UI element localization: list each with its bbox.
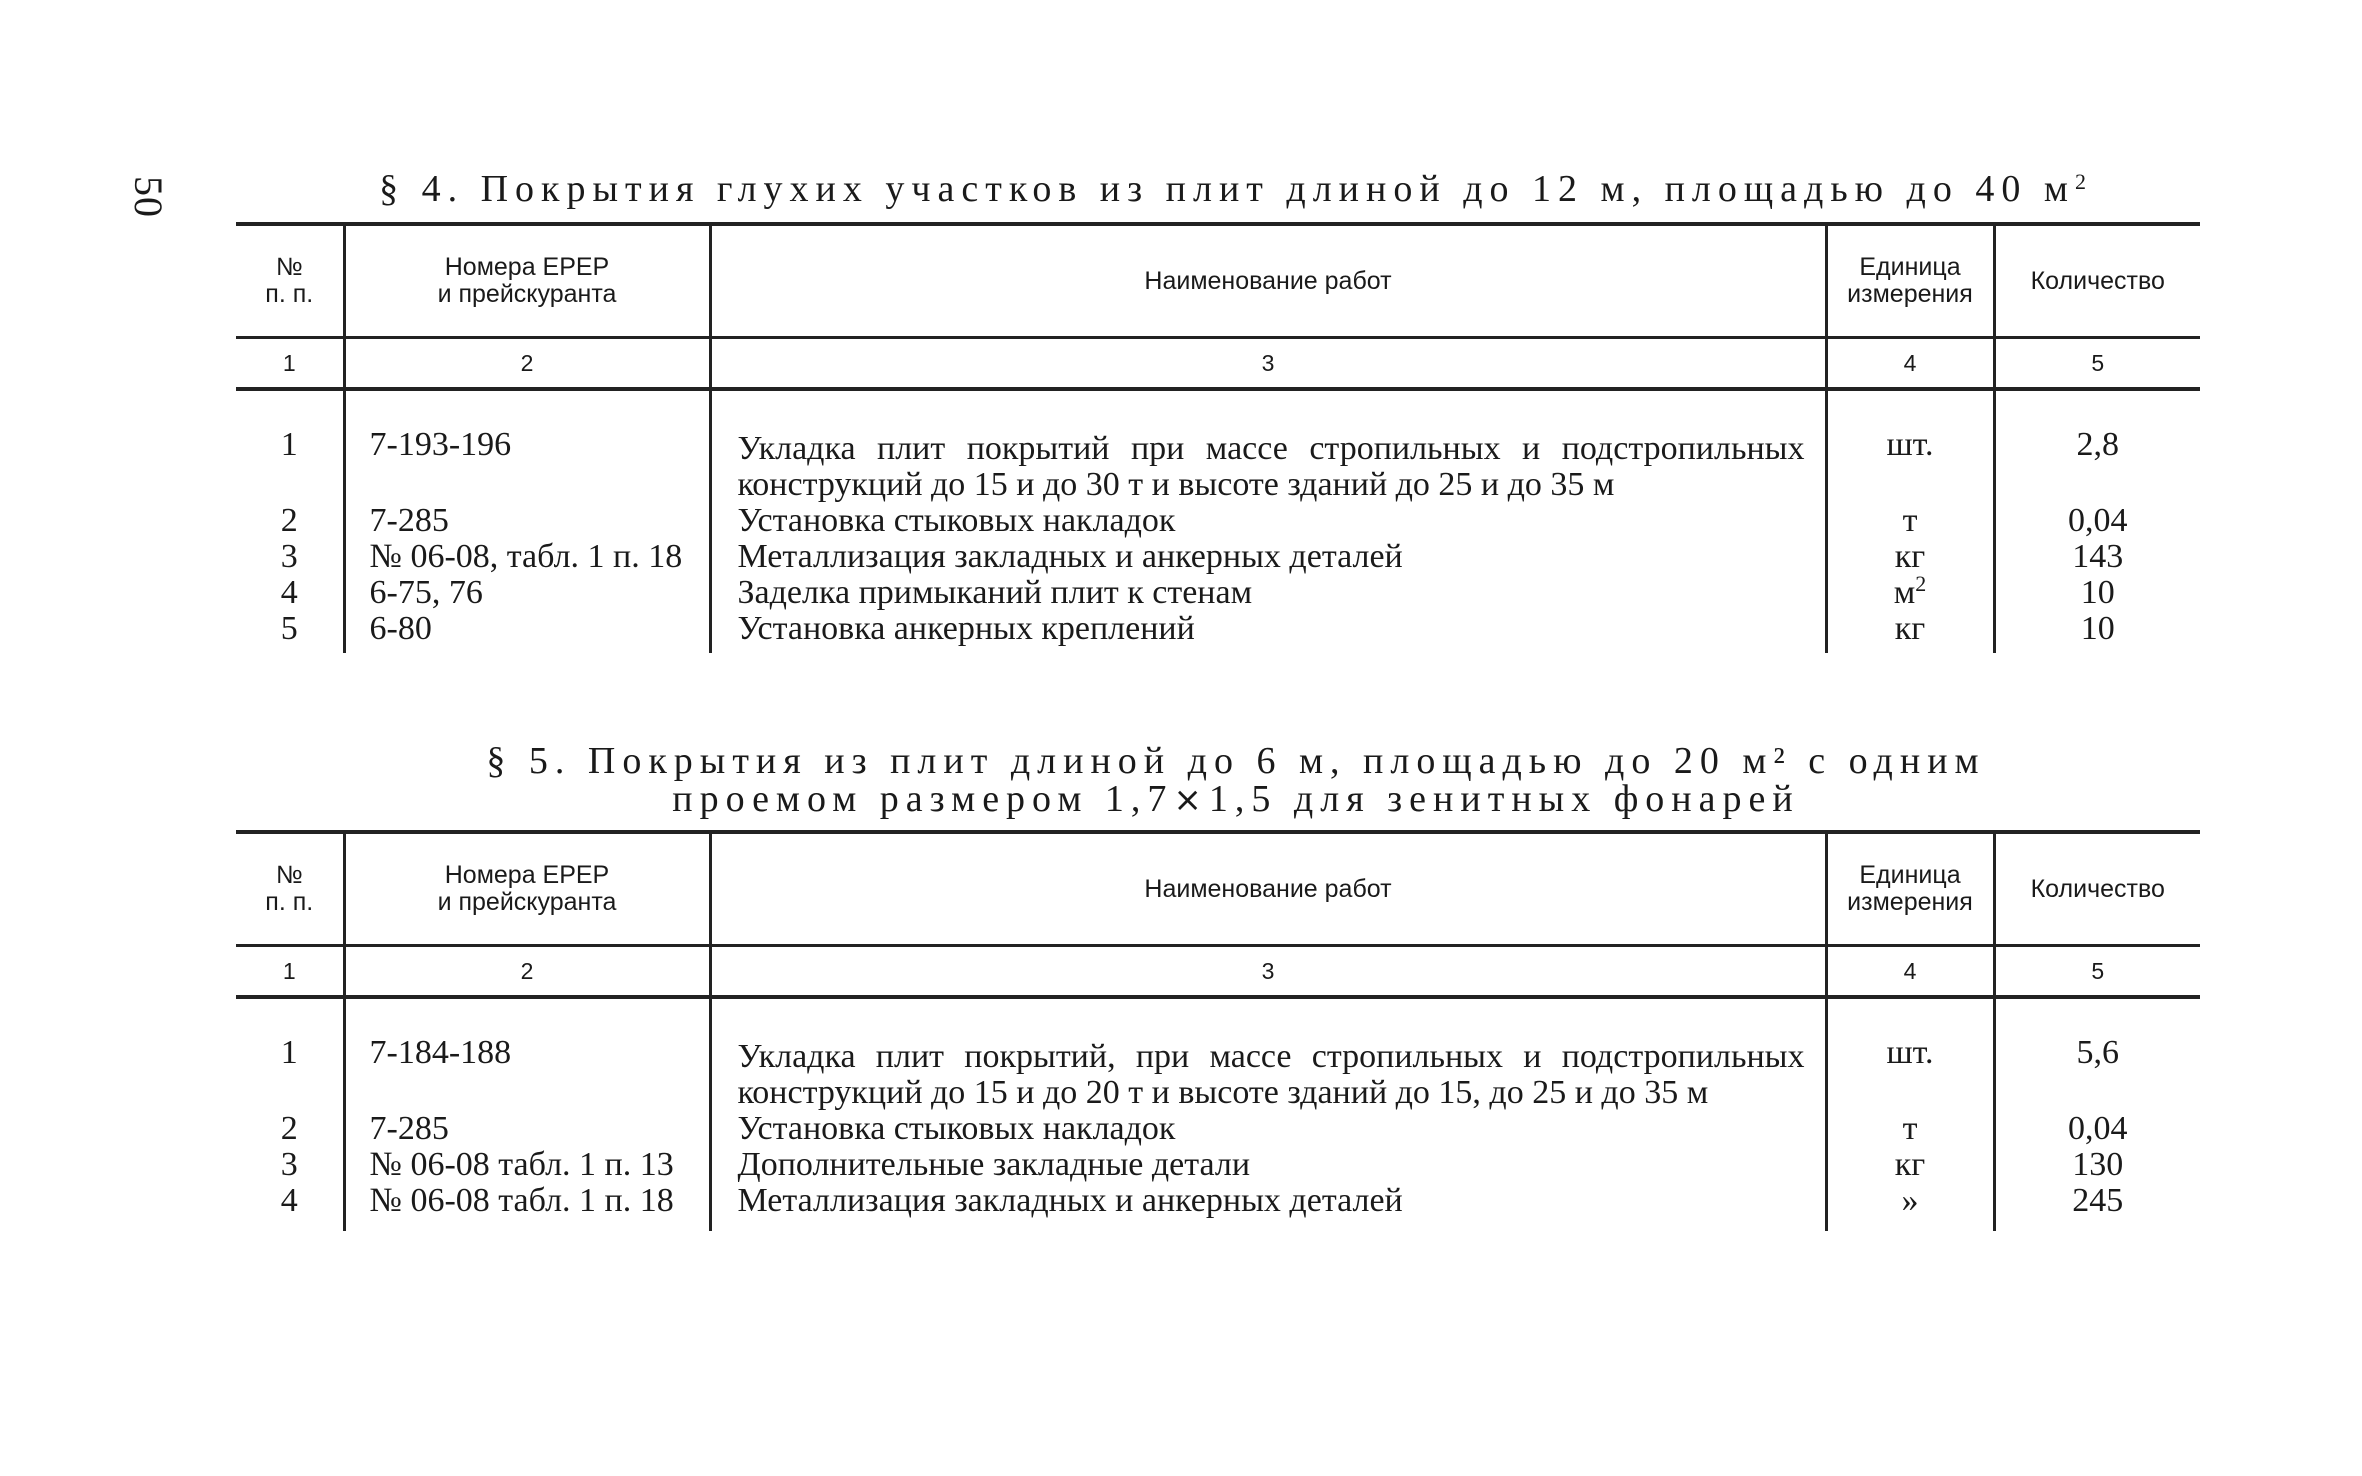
row-number: 1 [280, 426, 298, 463]
column-number: 4 [1826, 946, 1994, 998]
row-code: 7-184-188 [344, 997, 710, 1111]
row-quantity: 5,6 [1994, 997, 2200, 1111]
column-number: 3 [710, 946, 1826, 998]
header-quantity: Количество [1994, 224, 2200, 338]
row-number: 3 [280, 1146, 298, 1183]
table-row [236, 389, 2200, 503]
row-code: № 06-08 табл. 1 п. 18 [344, 1183, 710, 1231]
row-number: 2 [280, 1110, 298, 1147]
row-quantity: 245 [1994, 1183, 2200, 1231]
table-header-row [236, 224, 2200, 338]
table-row [236, 997, 2200, 1111]
section-5-title-part-a: проемом размером 1,7 [672, 778, 1174, 820]
row-work: Металлизация закладных и анкерных деталей [710, 539, 1826, 575]
header-code: Номера ЕРЕР и прейскуранта [344, 832, 710, 946]
section-5-title-line-2 [236, 780, 2236, 819]
column-number: 5 [1994, 338, 2200, 390]
row-work: Укладка плит покрытий при массе стропильных и подстропильных конструкций до 15 и до 30 т и высоте зданий до 25 и до 35 м [710, 389, 1826, 503]
section-5-table [236, 830, 2200, 1231]
header-work-name: Наименование работ [710, 832, 1826, 946]
section-4-title-prefix: § 4. [379, 168, 481, 210]
header-quantity: Количество [1994, 832, 2200, 946]
section-4-title-text: Покрытия глухих участков из плит длиной до 12 м, площадью до 40 м [480, 168, 2075, 210]
column-number: 2 [344, 946, 710, 998]
column-number-row [236, 946, 2200, 998]
table-header-row [236, 832, 2200, 946]
row-unit: шт. [1826, 997, 1994, 1111]
header-work-name: Наименование работ [710, 224, 1826, 338]
row-number: 3 [280, 538, 298, 575]
row-unit: т [1826, 1111, 1994, 1147]
row-work: Заделка примыканий плит к стенам [710, 575, 1826, 611]
table-row [236, 539, 2200, 575]
row-number: 5 [280, 610, 298, 647]
table-row [236, 1147, 2200, 1183]
row-number: 2 [280, 502, 298, 539]
row-work: Металлизация закладных и анкерных деталей [710, 1183, 1826, 1231]
row-code: 6-80 [344, 611, 710, 653]
row-unit: кг [1826, 539, 1994, 575]
header-code: Номера ЕРЕР и прейскуранта [344, 224, 710, 338]
row-unit: т [1826, 503, 1994, 539]
column-number: 1 [236, 946, 344, 998]
row-quantity: 143 [1994, 539, 2200, 575]
header-unit: Единица измерения [1826, 224, 1994, 338]
row-code: 6-75, 76 [344, 575, 710, 611]
row-work: Укладка плит покрытий, при массе стропильных и подстропильных конструкций до 15 и до 20 т и высоте зданий до 15, до 25 и до 35 м [710, 997, 1826, 1111]
table-row [236, 575, 2200, 611]
section-5-title-part-b: 1,5 для зенитных фонарей [1208, 778, 1800, 820]
table-row [236, 1183, 2200, 1231]
page-number: 50 [126, 176, 171, 218]
row-number: 4 [280, 574, 298, 611]
row-quantity: 0,04 [1994, 1111, 2200, 1147]
row-work: Установка анкерных креплений [710, 611, 1826, 653]
row-number: 4 [280, 1182, 298, 1219]
table-row [236, 1111, 2200, 1147]
row-unit: кг [1826, 611, 1994, 653]
header-unit: Единица измерения [1826, 832, 1994, 946]
row-unit: кг [1826, 1147, 1994, 1183]
row-quantity: 10 [1994, 575, 2200, 611]
row-quantity: 10 [1994, 611, 2200, 653]
row-code: № 06-08 табл. 1 п. 13 [344, 1147, 710, 1183]
table-row [236, 503, 2200, 539]
header-number: № п. п. [236, 224, 344, 338]
header-number: № п. п. [236, 832, 344, 946]
column-number: 2 [344, 338, 710, 390]
section-5-title [236, 742, 2236, 819]
table-row [236, 611, 2200, 653]
row-work: Установка стыковых накладок [710, 1111, 1826, 1147]
row-unit-sup: 2 [1915, 571, 1927, 596]
row-unit-text: м [1893, 574, 1916, 611]
row-work: Дополнительные закладные детали [710, 1147, 1826, 1183]
column-number-row [236, 338, 2200, 390]
column-number: 5 [1994, 946, 2200, 998]
row-quantity: 2,8 [1994, 389, 2200, 503]
section-4-table [236, 222, 2200, 653]
section-4-title-sup: 2 [2074, 169, 2093, 194]
column-number: 4 [1826, 338, 1994, 390]
row-quantity: 0,04 [1994, 503, 2200, 539]
section-5-title-line-1: § 5. Покрытия из плит длиной до 6 м, площадью до 20 м² с одним [486, 740, 1986, 782]
column-number: 3 [710, 338, 1826, 390]
row-unit: » [1826, 1183, 1994, 1231]
row-unit: шт. [1826, 389, 1994, 503]
row-code: № 06-08, табл. 1 п. 18 [344, 539, 710, 575]
row-work: Установка стыковых накладок [710, 503, 1826, 539]
row-unit [1826, 571, 1994, 611]
row-code: 7-285 [344, 503, 710, 539]
row-code: 7-193-196 [344, 389, 710, 503]
column-number: 1 [236, 338, 344, 390]
section-4-title [236, 170, 2236, 208]
row-code: 7-285 [344, 1111, 710, 1147]
row-quantity: 130 [1994, 1147, 2200, 1183]
row-number: 1 [280, 1034, 298, 1071]
times-symbol: × [1173, 780, 1209, 820]
